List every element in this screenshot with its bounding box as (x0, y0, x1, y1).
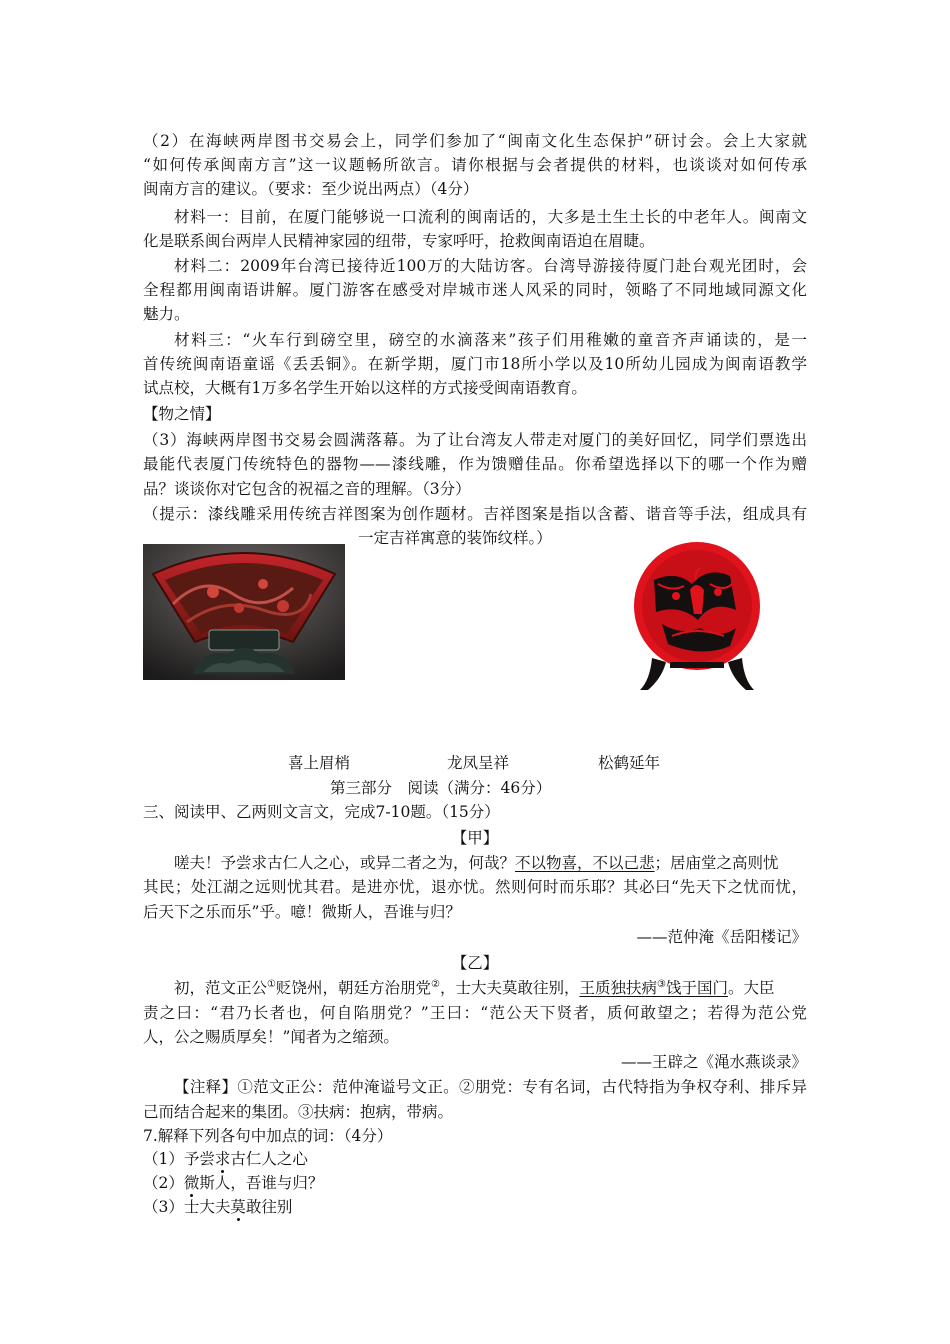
q3-line-1: （3）海峡两岸图书交易会圆满落幕。为了让台湾友人带走对厦门的美好回忆，同学们票选出 (143, 431, 807, 449)
material2-line-3: 魅力。 (143, 305, 190, 323)
q7-item-2-a: （2） (143, 1174, 184, 1192)
q7-item-3-dotted-word: 莫 (230, 1198, 246, 1216)
notes-line-2: 己而结合起来的集团。③扶病：抱病，带病。 (143, 1103, 454, 1121)
jia-label: 【甲】 (451, 829, 499, 847)
yi-underlined-phrase (579, 979, 728, 997)
jia-line-3: 后天下之乐而乐”乎。噫！微斯人，吾谁与归？ (143, 903, 461, 921)
jia-underlined-phrase: 不以物喜，不以己悲 (515, 854, 655, 872)
q7-item-1 (143, 1148, 308, 1170)
q2-line-3: 闽南方言的建议。（要求：至少说出两点）（4分） (143, 180, 479, 198)
material1-line-2: 化是联系闽台两岸人民精神家园的纽带，专家呼吁，抢救闽南语迫在眉睫。 (143, 232, 655, 250)
q7-item-2-dotted-word: 微 (183, 1174, 200, 1192)
yi-label: 【乙】 (451, 954, 499, 972)
q7-title: 7.解释下列各句中加点的词：（4分） (143, 1127, 393, 1145)
q7-item-1-a: （1）予尝 (143, 1150, 215, 1168)
yi-underlined-part-2: 饯于国门 (665, 979, 728, 997)
yi-line-1-c: ，士大夫莫敢往别， (439, 979, 580, 997)
caption-longfengchengxiang: 龙凤呈祥 (447, 754, 510, 772)
yi-line-2: 责之曰：“君乃长者也，何自陷朋党？”王曰：“范公天下贤者，质何敢望之；若得为范公党 (143, 1004, 807, 1022)
caption-xishangmeishao: 喜上眉梢 (288, 754, 351, 772)
section3-title: 三、阅读甲、乙两则文言文，完成7-10题。（15分） (143, 803, 500, 821)
part3-title: 第三部分 阅读（满分：46分） (330, 779, 552, 797)
q7-item-1-dotted-word: 求 (214, 1150, 231, 1168)
jia-line-1-a: 嗟夫！予尝求古仁人之心，或异二者之为，何哉？ (174, 854, 516, 872)
q7-item-3-b: 敢往别 (245, 1198, 293, 1216)
yi-underlined-part-1: 王质独扶病 (579, 979, 657, 997)
jia-source: ——范仲淹《岳阳楼记》 (636, 928, 807, 946)
yi-line-1-a: 初，范文正公 (174, 979, 268, 997)
material2-line-1: 材料二：2009年台湾已接待近100万的大陆访客。台湾导游接待厦门赴台观光团时，会 (174, 257, 807, 275)
round-lacquer-plate-image (632, 540, 762, 694)
fan-lacquer-carving-image (143, 544, 345, 680)
q7-item-3 (143, 1196, 292, 1218)
material3-line-3: 试点校，大概有1万多名学生开始以这样的方式接受闽南语教育。 (143, 379, 587, 397)
caption-songheyannian: 松鹤延年 (598, 754, 661, 772)
yi-source: ——王辟之《渑水燕谈录》 (620, 1053, 807, 1071)
jia-line-2: 其民；处江湖之远则忧其君。是进亦忧，退亦忧。然则何时而乐耶？其必曰“先天下之忧而忧， (143, 878, 807, 896)
q3-line-3: 品？谈谈你对它包含的祝福之音的理解。（3分） (143, 480, 471, 498)
yi-note-marker-3: ③ (657, 978, 666, 990)
q7-item-2 (143, 1172, 323, 1194)
jia-line-1 (174, 852, 779, 874)
yi-line-3: 人，公之赐质厚矣！”闻者为之缩颈。 (143, 1028, 399, 1046)
material3-line-1: 材料三：“火车行到磅空里，磅空的水滴落来”孩子们用稚嫩的童音齐声诵读的，是一 (174, 331, 807, 349)
notes-line-1: 【注释】①范文正公：范仲淹谥号文正。②朋党：专有名词，古代特指为争权夺利、排斥异 (174, 1078, 807, 1096)
yi-line-1-d: 。大臣 (727, 979, 775, 997)
yi-note-marker-1: ① (267, 978, 276, 990)
material2-line-2: 全程都用闽南语讲解。厦门游客在感受对岸城市迷人风采的同时，领略了不同地域同源文化 (143, 281, 807, 299)
q3-hint-1: （提示：漆线雕采用传统吉祥图案为创作题材。吉祥图案是指以含蓄、谐音等手法，组成具有 (143, 505, 807, 523)
yi-note-marker-2: ② (431, 978, 440, 990)
q3-line-2: 最能代表厦门传统特色的器物——漆线雕，作为馈赠佳品。你希望选择以下的哪一个作为赠 (143, 455, 807, 473)
q2-line-2: “如何传承闽南方言”这一议题畅所欲言。请你根据与会者提供的材料，也谈谈对如何传承 (143, 156, 807, 174)
section-heading-wuzhiqing: 【物之情】 (143, 405, 221, 423)
yi-line-1-b: 贬饶州，朝廷方治朋党 (275, 979, 431, 997)
q7-item-3-a: （3）士大夫 (143, 1198, 231, 1216)
jia-line-1-b: ；居庙堂之高则忧 (654, 854, 779, 872)
q7-item-1-b: 古仁人之心 (230, 1150, 308, 1168)
yi-line-1 (174, 977, 775, 999)
material3-line-2: 首传统闽南语童谣《丢丢铜》。在新学期，厦门市18所小学以及10所幼儿园成为闽南语教学 (143, 355, 807, 373)
q3-hint-2: 一定吉祥寓意的装饰纹样。） (358, 529, 552, 547)
q7-item-2-b: 斯人，吾谁与归？ (199, 1174, 324, 1192)
material1-line-1: 材料一：目前，在厦门能够说一口流利的闽南话的，大多是土生土长的中老年人。闽南文 (174, 208, 807, 226)
q2-line-1: （2）在海峡两岸图书交易会上，同学们参加了“闽南文化生态保护”研讨会。会上大家就 (143, 132, 807, 150)
